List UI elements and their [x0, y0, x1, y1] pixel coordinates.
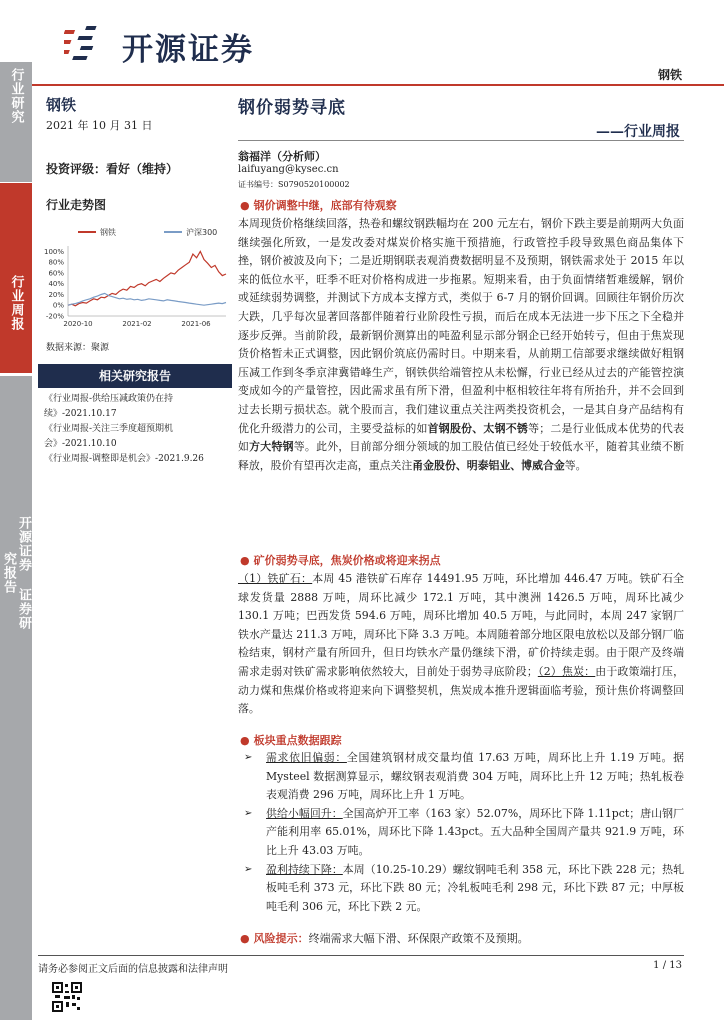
- chart-lines: [68, 251, 226, 305]
- footer-divider: [38, 955, 684, 956]
- side-tab-weekly-report: 行业周报: [0, 183, 32, 373]
- investment-rating: 投资评级：看好（维持）: [46, 162, 179, 176]
- chart-y-axis: [44, 246, 68, 321]
- title-divider: [238, 140, 684, 141]
- bullet-dot-icon: ●: [240, 554, 250, 567]
- report-type: ——行业周报: [596, 124, 680, 140]
- x-tick-label: 2020-10: [63, 320, 93, 328]
- arrow-bullet-icon: ➢: [244, 752, 253, 763]
- data-tracking-list: [244, 749, 684, 916]
- list-item: ➢ 需求依旧偏弱：全国建筑钢材成交量均值 17.63 万吨，周环比上升 1.19 万吨。据 Mysteel 数据测算显示，螺纹钢表观消费 304 万吨，周环比上升 12 万吨；热轧板卷表观消费 296 万吨，周环比上升 1 万吨。: [244, 751, 684, 802]
- section-heading: ● 矿价弱势寻底，焦炭价格或将迎来拐点: [240, 554, 441, 567]
- analyst-cert: 证书编号：S0790520100002: [238, 180, 350, 189]
- related-report-link[interactable]: 《行业周报-供给压减政策仍在持续》-2021.10.17: [44, 394, 174, 419]
- industry-name: 钢铁: [46, 96, 77, 114]
- side-tab-industry-research: 行业研究: [0, 62, 32, 182]
- report-title: 钢价弱势寻底: [238, 98, 346, 118]
- x-tick-label: 2021-02: [122, 320, 152, 328]
- header-divider: [0, 84, 724, 86]
- section-body: （1）铁矿石：本周 45 港铁矿石库存 14491.95 万吨，环比增加 446.47 万吨。铁矿石全球发货量 2888 万吨，周环比减少 172.1 万吨，其中澳洲 1426.5 万吨，周环比减少 130.1 万吨；巴西发货 594.6 万吨，周环比增加 40.5 万吨，与此同时，本周 247 家钢厂铁水产量达 211.3 万吨，周环比下降 3.3 万吨。本周随着部分地区限电放松以及部分钢厂临检结束，钢材产量有所回升，但日均铁水产量仍继续下滑，矿价持续走弱。由于限产及终端需求走弱对铁矿需求影响依然较大，目前处于弱势寻底阶段；（2）焦炭：由于政策端打压，动力煤和焦煤价格或将迎来向下调整契机，焦炭成本推升逻辑面临考验，预计焦价将调整回落。: [238, 572, 684, 716]
- list-item: ➢ 供给小幅回升：全国高炉开工率（163 家）52.07%，周环比下降 1.11pct；唐山钢厂产能利用率 65.01%，周环比下降 1.43pct。五大品种全国周产量共 921.9 万吨，环比上升 43.03 万吨。: [244, 806, 684, 857]
- bullet-dot-icon: ●: [240, 734, 250, 747]
- related-reports-list: [44, 392, 228, 467]
- chart-source: 数据来源：聚源: [46, 343, 110, 353]
- bullet-dot-icon: ●: [240, 199, 250, 212]
- legend-label: 沪深300: [186, 228, 218, 237]
- y-tick-label: -20%: [45, 312, 64, 321]
- analyst-name: 翁福洋（分析师）: [238, 150, 326, 163]
- analyst-email[interactable]: laifuyang@kysec.cn: [238, 164, 339, 175]
- y-tick-label: 80%: [48, 258, 64, 267]
- y-tick-label: 0%: [52, 301, 64, 310]
- list-item: ➢ 盈利持续下降：本周（10.25-10.29）螺纹钢吨毛利 358 元，环比下跌 228 元；热轧板吨毛利 373 元，环比下跌 80 元；冷轧板吨毛利 298 元，环比下跌 87 元；中厚板吨毛利 306 元，环比下跌 2 元。: [244, 862, 684, 913]
- chart-legend: [78, 227, 217, 237]
- x-tick-label: 2021-06: [181, 320, 211, 328]
- related-report-link[interactable]: 《行业周报-调整即是机会》-2021.9.26: [44, 454, 204, 464]
- risk-warning: ● 风险提示：终端需求大幅下滑、环保限产政策不及预期。: [240, 932, 529, 945]
- report-date: 2021 年 10 月 31 日: [46, 119, 153, 132]
- y-tick-label: 100%: [43, 247, 64, 256]
- trend-chart: [38, 224, 230, 340]
- y-tick-label: 60%: [48, 269, 64, 278]
- section-body: 本周现货价格继续回落，热卷和螺纹钢跌幅均在 200 元左右，钢价下跌主要是前期两大负面继续强化所致，一是发改委对煤炭价格实施干预措施，行政管控手段导致黑色商品集体下挫，钢价被波及向下；二是近期钢联表观消费数据明显不及预期，钢铁需求处于 2015 年以来的低位水平，旺季不旺对价格构成进一步拖累。短期来看，由于负面情绪暂难缓解，钢价或延续弱势调整，并测试下方成本支撑方式，类似于 6-7 月的钢价回调。回顾往年钢价历次大跌，几乎每次显著回落都伴随着行业阶段性亏损，而后在成本无法进一步下压之下全稳并逐步反弹。当前阶段，最新钢价测算出的吨盈利显示部分钢企已经开始转亏，但由于焦炭现货价格暂未正式调整，因此钢价筑底仍需时日。中期来看，从前期工信部要求继续做好粗钢压减工作到冬季京津冀错峰生产，钢铁供给端管控从未松懈，行业已经从过去的产能管控演变成如今的产量管控，因此需求虽有所下滑，但盈利中枢相较往年将有所抬升，并不会回到过去长期亏损状态。就个股而言，我们建议重点关注两类投资机会，一是其自身产品结构有优化升级潜力的公司，主要受益标的如首钢股份、太钢不锈等；二是行业低成本优势的代表如方大特钢等。此外，目前部分细分领域的加工股估值已经处于较低水平，随着其业绩不断释放，股价有望再次走高，重点关注甬金股份、明泰铝业、博威合金等。: [238, 217, 684, 472]
- side-tab-company: 开源证券 证券研究报告: [0, 376, 32, 1020]
- legend-label: 钢铁: [100, 228, 116, 237]
- qr-code-icon: [52, 982, 82, 1012]
- logo-mark-icon: [64, 26, 97, 60]
- arrow-bullet-icon: ➢: [244, 863, 253, 875]
- page-number: 1 / 13: [653, 960, 682, 971]
- footer-disclaimer: 请务必参阅正文后面的信息披露和法律声明: [38, 964, 228, 975]
- section-heading: ● 板块重点数据跟踪: [240, 734, 342, 747]
- y-tick-label: 40%: [48, 280, 64, 289]
- related-reports-header: 相关研究报告: [38, 364, 232, 388]
- y-tick-label: 20%: [48, 290, 64, 299]
- bullet-dot-icon: ●: [240, 932, 250, 945]
- header-industry-tag: 钢铁: [657, 68, 682, 82]
- section-heading: ● 钢价调整中继，底部有待观察: [240, 199, 397, 212]
- trend-chart-title: 行业走势图: [46, 198, 107, 212]
- arrow-bullet-icon: ➢: [244, 807, 253, 819]
- chart-x-axis: [63, 316, 226, 328]
- logo-text: 开源证券: [122, 32, 254, 68]
- related-report-link[interactable]: 《行业周报-关注三季度超预期机会》-2021.10.10: [44, 424, 174, 449]
